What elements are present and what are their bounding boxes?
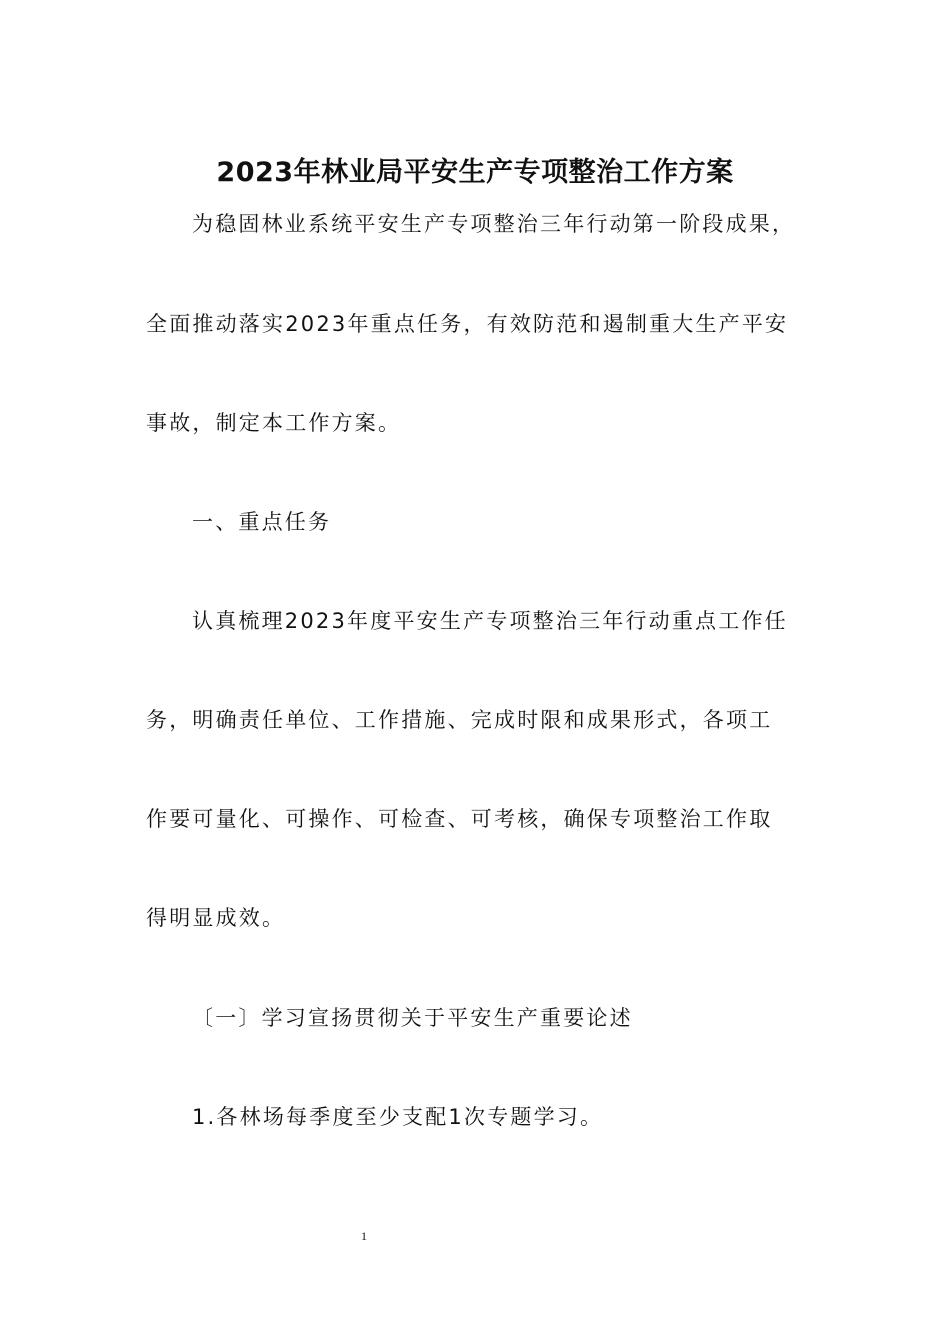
subsection-heading: 〔一〕学习宣扬贯彻关于平安生产重要论述	[192, 1006, 633, 1030]
body-line-2: 全面推动落实2023年重点任务，有效防范和遏制重大生产平安	[146, 312, 789, 336]
body-line-4: 认真梳理2023年度平安生产专项整治三年行动重点工作任	[192, 609, 788, 633]
section-heading-key-tasks: 一、重点任务	[192, 510, 332, 534]
body-line-7: 得明显成效。	[146, 906, 286, 930]
body-line-5: 务，明确责任单位、工作措施、完成时限和成果形式，各项工	[146, 708, 773, 732]
page-number: 1	[361, 1229, 367, 1243]
list-item-1: 1.各林场每季度至少支配1次专题学习。	[192, 1105, 604, 1129]
document-title: 2023年林业局平安生产专项整治工作方案	[216, 157, 734, 189]
body-line-3: 事故，制定本工作方案。	[146, 411, 402, 435]
body-line-6: 作要可量化、可操作、可检查、可考核，确保专项整治工作取	[146, 807, 773, 831]
body-line-1: 为稳固林业系统平安生产专项整治三年行动第一阶段成果，	[192, 212, 796, 236]
